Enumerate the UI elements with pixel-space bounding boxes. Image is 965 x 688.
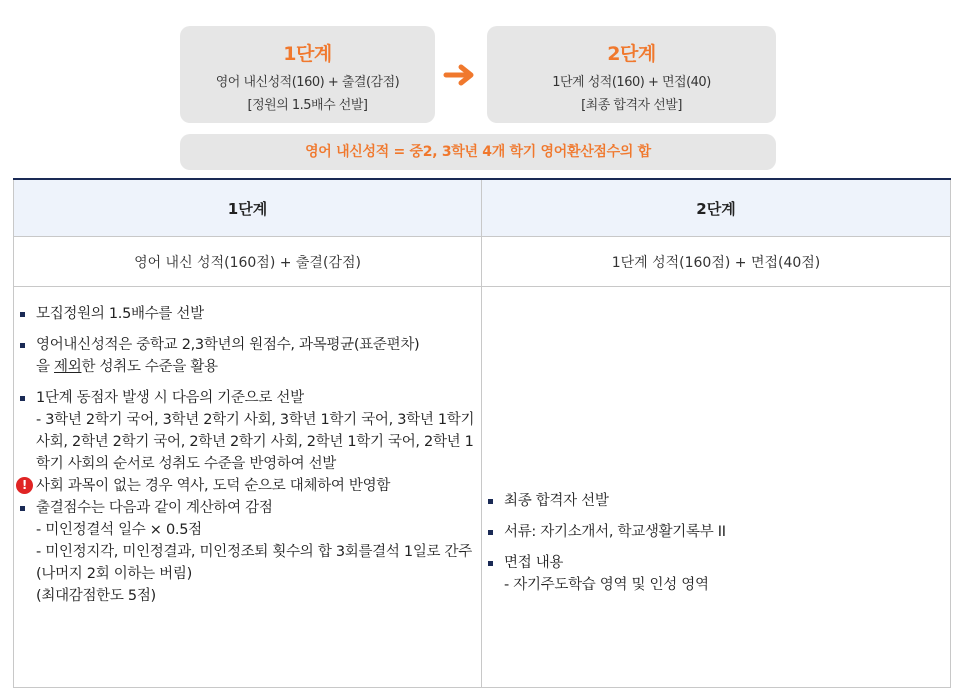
stage1-title: 1단계 bbox=[283, 43, 332, 65]
subheader-stage1: 영어 내신 성적(160점) + 출결(감점) bbox=[14, 237, 482, 287]
stage2-title: 2단계 bbox=[607, 43, 656, 65]
selection-table bbox=[13, 178, 951, 688]
stage2-criteria: 1단계 성적(160) + 면접(40) bbox=[552, 75, 711, 90]
stage1-criteria: 영어 내신성적(160) + 출결(감점) bbox=[215, 75, 400, 90]
list-item: 모집정원의 1.5배수를 선발 bbox=[18, 303, 477, 325]
stage1-selection: [정원의 1.5배수 선발] bbox=[247, 98, 368, 113]
list-item: 면접 내용 - 자기주도학습 영역 및 인성 영역 bbox=[486, 552, 946, 596]
emphasis-text: 제외 bbox=[54, 359, 82, 375]
stage2-details bbox=[482, 287, 951, 688]
list-item: 최종 합격자 선발 bbox=[486, 490, 946, 512]
list-item: 1단계 동점자 발생 시 다음의 기준으로 선발 - 3학년 2학기 국어, 3학년 2학기 사회, 3학년 1학기 국어, 3학년 1학기 사회, 2학년 2학기 국어, 2학년 2학기 사회, 2학년 1학기 국어, 2학년 1학기 사회의 순서로 성취도 수준을 반영하여 선발 bbox=[18, 387, 477, 475]
subheader-stage2: 1단계 성적(160점) + 면접(40점) bbox=[482, 237, 951, 287]
arrow-right-icon bbox=[440, 60, 480, 90]
stage2-box bbox=[487, 26, 776, 123]
stage1-details bbox=[14, 287, 482, 688]
stage2-selection: [최종 합격자 선발] bbox=[581, 98, 682, 113]
header-stage2: 2단계 bbox=[482, 179, 951, 237]
list-item: 서류: 자기소개서, 학교생활기록부 II bbox=[486, 521, 946, 543]
header-stage1: 1단계 bbox=[14, 179, 482, 237]
list-item: 영어내신성적은 중학교 2,3학년의 원점수, 과목평균(표준편차) 을 제외한 성취도 수준을 활용 bbox=[18, 334, 477, 378]
list-item: 출결점수는 다음과 같이 계산하여 감점 - 미인정결석 일수 × 0.5점 - 미인정지각, 미인정결과, 미인정조퇴 횟수의 합 3회를결석 1일로 간주(나머지 2회 이하는 버림) (최대감점한도 5점) bbox=[18, 497, 477, 607]
warning-note: ! 사회 과목이 없는 경우 역사, 도덕 순으로 대체하여 반영함 bbox=[18, 475, 477, 497]
formula-banner: 영어 내신성적 = 중2, 3학년 4개 학기 영어환산점수의 합 bbox=[180, 134, 776, 170]
stage1-box bbox=[180, 26, 435, 123]
warning-icon: ! bbox=[16, 477, 33, 494]
